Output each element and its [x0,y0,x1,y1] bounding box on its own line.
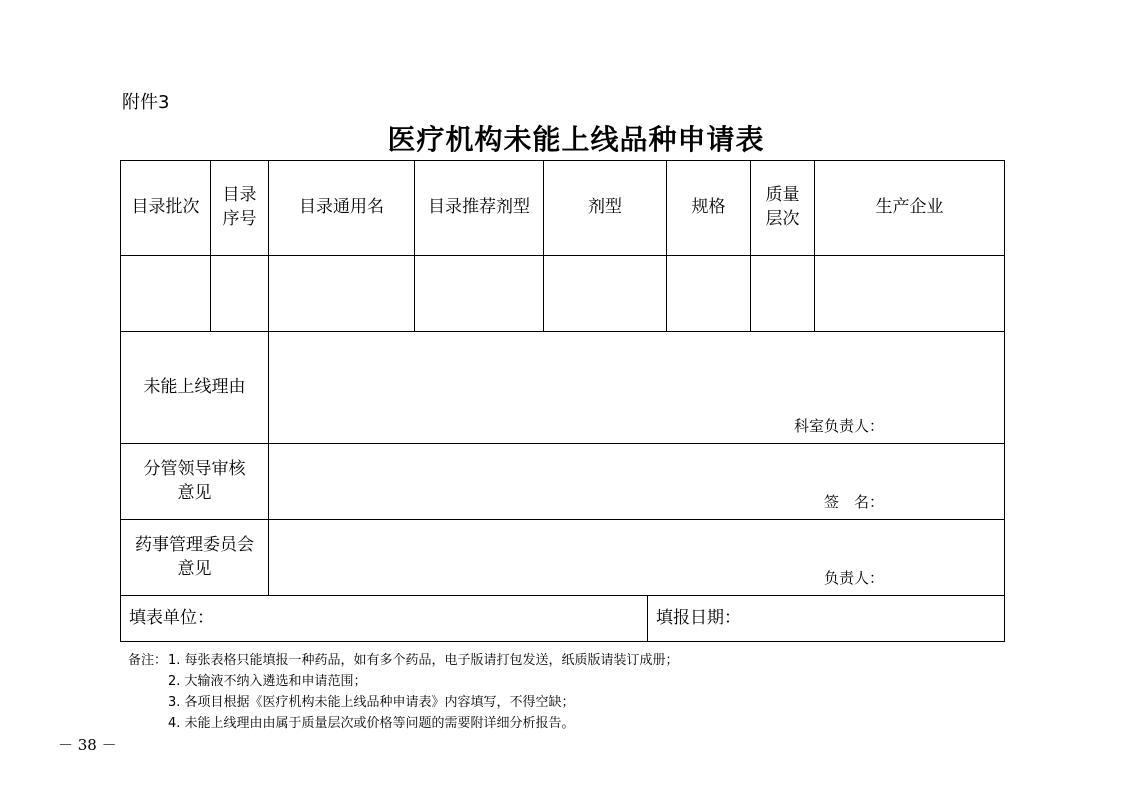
committee-opinion-input[interactable] [269,520,1005,596]
note-item [128,692,679,713]
committee-label-line1: 药事管理委员会 [135,534,254,555]
committee-signer-label: 负责人： [823,569,884,587]
note-text: 4. 未能上线理由由属于质量层次或价格等问题的需要附详细分析报告。 [168,716,575,731]
note-item [128,650,679,671]
leader-row [121,444,1005,520]
note-text: 2. 大输液不纳入遴选和申请范围； [168,674,367,689]
fill-unit-field[interactable]: 填表单位： [121,596,648,642]
application-form-table [120,160,1005,642]
header-recommended-form: 目录推荐剂型 [415,161,544,256]
reason-input[interactable] [269,332,1005,444]
header-generic-name: 目录通用名 [269,161,415,256]
committee-label-line2: 意见 [177,558,212,579]
data-entry-row [121,256,1005,332]
input-form[interactable] [544,256,667,332]
reason-row [121,332,1005,444]
header-batch: 目录批次 [121,161,211,256]
input-batch[interactable] [121,256,211,332]
footer-row [121,596,1005,642]
leader-signer-label: 签 名： [823,493,884,511]
form-title: 医疗机构未能上线品种申请表 [387,123,765,156]
header-row [121,161,1005,256]
input-generic-name[interactable] [269,256,415,332]
input-quality[interactable] [751,256,815,332]
input-spec[interactable] [667,256,751,332]
attachment-label: 附件3 [122,92,170,113]
note-item [128,713,679,734]
header-form: 剂型 [544,161,667,256]
committee-label [121,520,269,596]
reason-signer-label: 科室负责人： [793,417,884,435]
header-spec: 规格 [667,161,751,256]
header-manufacturer: 生产企业 [815,161,1005,256]
header-seq [211,161,269,256]
input-seq[interactable] [211,256,269,332]
header-quality-line2: 层次 [765,209,800,229]
note-item [128,671,679,692]
header-quality-line1: 质量 [765,185,800,206]
leader-opinion-input[interactable] [269,444,1005,520]
leader-label [121,444,269,520]
note-text: 1. 每张表格只能填报一种药品，如有多个药品，电子版请打包发送，纸质版请装订成册； [168,653,679,668]
input-manufacturer[interactable] [815,256,1005,332]
notes-prefix: 备注： [128,653,168,668]
leader-label-line1: 分管领导审核 [143,458,246,479]
committee-row [121,520,1005,596]
input-recommended-form[interactable] [415,256,544,332]
fill-date-field[interactable]: 填报日期： [648,596,1005,642]
notes-block [128,650,679,734]
reason-label: 未能上线理由 [121,332,269,444]
note-text: 3. 各项目根据《医疗机构未能上线品种申请表》内容填写，不得空缺； [168,695,575,710]
header-seq-line2: 序号 [222,209,257,229]
header-seq-line1: 目录 [222,185,257,206]
header-quality [751,161,815,256]
page-number: － 38 － [58,736,117,754]
leader-label-line2: 意见 [177,482,212,503]
